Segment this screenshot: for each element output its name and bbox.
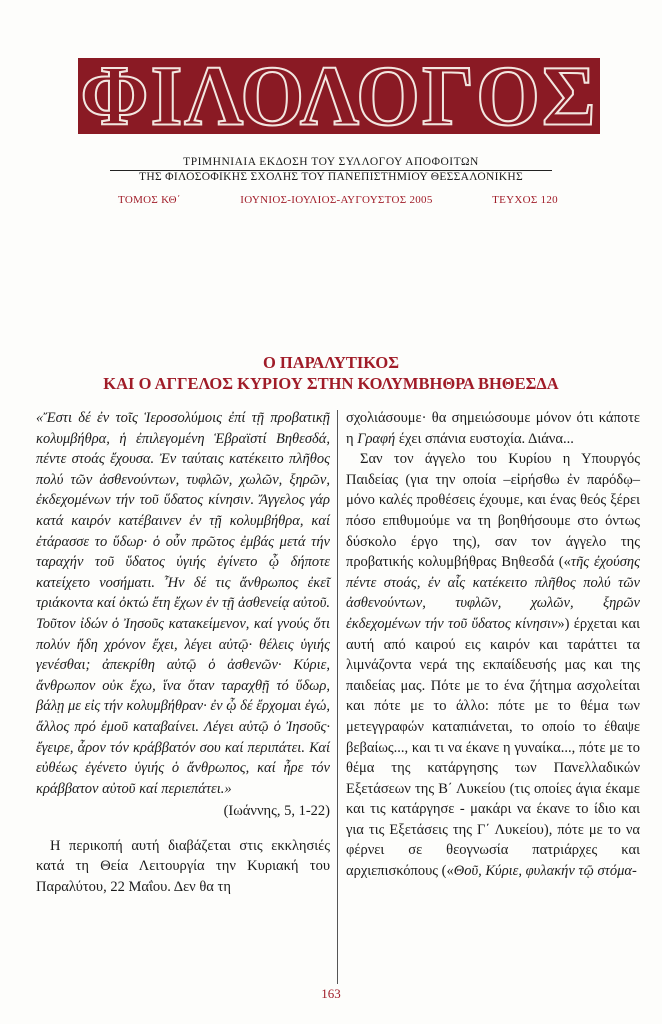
- article-title-line-2: ΚΑΙ Ο ΑΓΓΕΛΟΣ ΚΥΡΙΟΥ ΣΤΗΝ ΚΟΛΥΜΒΗΘΡΑ ΒΗΘΕΣΔΑ: [103, 374, 559, 393]
- masthead-banner: [78, 58, 600, 134]
- body-paragraph-continued: σχολιάσουμε· θα σημειώσουμε μόνον ότι κάποτε η Γραφή έχει σπάνια ευστοχία. Διάνα...: [346, 410, 640, 447]
- publisher-info: [0, 156, 662, 184]
- publisher-line-1: ΤΡΙΜΗΝΙΑΙΑ ΕΚΔΟΣΗ ΤΟΥ ΣΥΛΛΟΓΟΥ ΑΠΟΦΟΙΤΩΝ: [183, 156, 479, 168]
- article-title-line-1: Ο ΠΑΡΑΛΥΤΙΚΟΣ: [262, 353, 400, 372]
- right-column: [346, 408, 640, 882]
- left-column: [36, 408, 330, 898]
- page-number: 163: [321, 986, 341, 1001]
- scripture-quote: «Ἔστι δέ ἐν τοῖς Ἱεροσολύμοις ἐπί τῇ προβατικῇ κολυμβήθρα, ἡ ἐπιλεγομένη Ἑβραϊστί Βηθεσδά, πέντε στοάς ἔχουσα. Ἐν ταύταις κατέκειτο πλῆθος πολύ τῶν ἀσθενούντων, τυφλῶν, χωλῶν, ξηρῶν, ἐκδεχομένων τήν τοῦ ὕδατος κίνησιν. Ἄγγελος γάρ κατά καιρόν κατέβαινεν ἐν τῇ κολυμβήθρα, καί ἐτάρασσε το ὕδωρ· ὁ οὖν πρῶτος ἐμβάς μετά τήν ταραχήν τοῦ ὕδατος ὑγιής ἐγίνετο ᾧ δήποτε κατείχετο νοσήματι. Ἦν δέ τις ἄνθρωπος ἐκεῖ τριάκοντα καί ὀκτώ ἔτη ἔχων ἐν τῇ ἀσθενείᾳ αὐτοῦ. Τοῦτον ἰδών ὁ Ἰησοῦς κατακείμενον, καί γνούς ὅτι πολύν ἤδη χρόνον ἔχει, λέγει αὐτῷ· θέλεις ὑγιής γενέσθαι; ἀπεκρίθη αὐτῷ ὁ ἀσθενῶν· Κύριε, ἄνθρωπον οὐκ ἔχω, ἵνα ὅταν ταραχθῇ τό ὕδωρ, βάλῃ με εἰς τήν κολυμβήθραν· ἐν ᾧ δέ ἔρχομαι ἐγώ, ἄλλος πρό ἐμοῦ καταβαίνει. Λέγει αὐτῷ ὁ Ἰησοῦς· ἔγειρε, ἆρον τόν κράββατόν σου καί περιπάτει. Καί εὐθέως ἐγένετο ὑγιής ὁ ἄνθρωπος, καί ἦρε τόν κράββατον αὐτοῦ καί περιεπάτει.»: [36, 410, 330, 797]
- body-paragraph-2: Σαν τον άγγελο του Κυρίου η Υπουργός Παιδείας (για την οποία –εἰρήσθω ἐν παρόδῳ– μόνο καλές προθέσεις έχουμε, και ένας θεός ξέρει πόσο επιθυμούμε να τη βοηθήσουμε στο όντως δύσκολο έργο της), σαν τον άγγελο της προβατικής κολυμβήθρας Βηθεσδά («τῆς ἐχούσης πέντε στοάς, ἐν αἷς κατέκειτο πλῆθος πολύ τῶν ἀσθενούντων, τυφλῶν, χωλῶν, ξηρῶν ἐκδεχομένων τήν τοῦ ὕδατος κίνησιν») έρχεται και αυτή από καιρού εις καιρόν και ταράττει τα λιμνάζοντα νερά της εκπαίδευσής μας και της παιδείας μας. Πότε με το ένα ζήτημα ασχολείται και πότε με το άλλο: πότε με το θέμα των μετεγγραφών καταπιάνεται, το οποίο το έθαψε βεβαίως..., και τι να έκανε η γυναίκα..., πότε με το θέμα της κατάργησης των Πανελλαδικών Εξετάσεων της Β΄ Λυκείου (τις οποίες άγια έκαμε και τις κατάργησε - μακάρι να έκανε το ίδιο και για τις Εξετάσεις της Γ΄ Λυκείου), πότε με το να φέρνει σε θεογνωσία πατριάρχες και αρχιεπισκόπους («Θοῦ, Κύριε, φυλακήν τῷ στόμα-: [346, 451, 640, 880]
- journal-title: ΦΙΛΟΛΟΓΟΣ: [80, 58, 598, 134]
- article-title: [0, 352, 662, 394]
- issue-info: [118, 194, 558, 206]
- scripture-citation: (Ιωάννης, 5, 1-22): [223, 803, 330, 820]
- body-paragraph: Η περικοπή αυτή διαβάζεται στις εκκλησιές κατά τη Θεία Λειτουργία την Κυριακή του Παραλύτου, 22 Μαΐου. Δεν θα τη: [36, 837, 330, 896]
- issue-volume: ΤΟΜΟΣ ΚΘ΄: [118, 194, 181, 206]
- issue-period: ΙΟΥΝΙΟΣ-ΙΟΥΛΙΟΣ-ΑΥΓΟΥΣΤΟΣ 2005: [240, 194, 433, 206]
- column-divider: [337, 410, 338, 984]
- publisher-line-2: ΤΗΣ ΦΙΛΟΣΟΦΙΚΗΣ ΣΧΟΛΗΣ ΤΟΥ ΠΑΝΕΠΙΣΤΗΜΙΟΥ ΘΕΣΣΑΛΟΝΙΚΗΣ: [139, 171, 523, 183]
- issue-number: ΤΕΥΧΟΣ 120: [492, 194, 558, 206]
